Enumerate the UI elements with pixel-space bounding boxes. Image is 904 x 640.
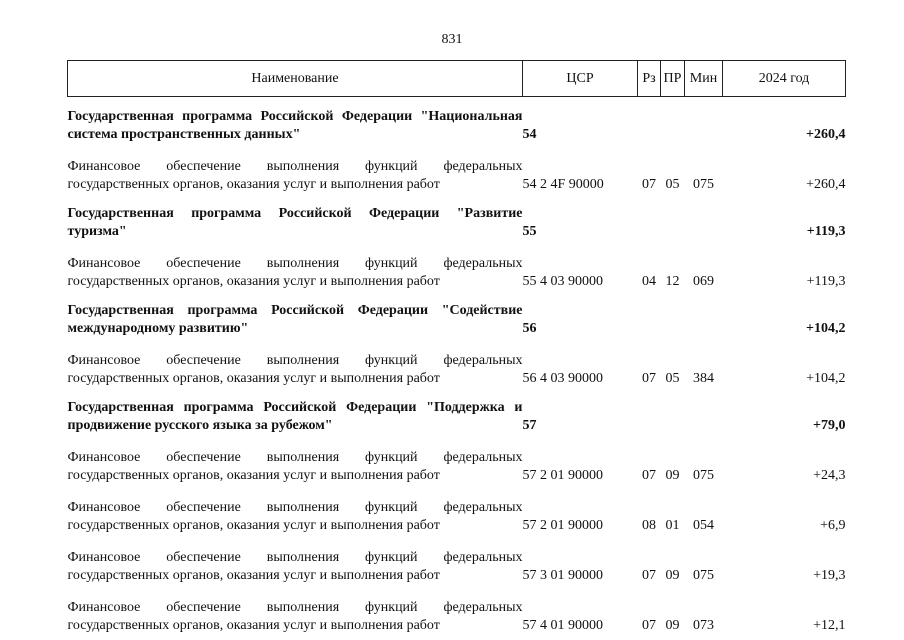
row-amount: +104,2 [806, 321, 846, 336]
row-pr [661, 291, 685, 338]
row-csr: 54 [522, 127, 537, 142]
row-rz [638, 291, 661, 338]
row-csr: 57 3 01 90000 [522, 568, 603, 583]
row-amount: +79,0 [813, 418, 846, 433]
table-row-program [68, 291, 846, 338]
table-row-item [68, 485, 846, 535]
row-csr: 57 2 01 90000 [522, 468, 603, 483]
row-min: 075 [693, 468, 714, 483]
row-amount: +119,3 [806, 224, 846, 239]
row-csr: 57 4 01 90000 [522, 618, 603, 633]
row-name: Финансовое обеспечение выполнения функций федеральных государственных органов, оказания услуг и выполнения работ [67, 550, 523, 583]
row-rz: 07 [642, 177, 656, 192]
row-rz: 04 [642, 274, 656, 289]
row-name: Финансовое обеспечение выполнения функций федеральных государственных органов, оказания услуг и выполнения работ [67, 353, 523, 386]
row-name: Финансовое обеспечение выполнения функций федеральных государственных органов, оказания услуг и выполнения работ [67, 600, 523, 633]
row-pr: 09 [665, 468, 680, 483]
row-rz [638, 194, 661, 241]
row-pr: 09 [665, 568, 680, 583]
row-pr: 12 [665, 274, 680, 289]
row-csr: 57 2 01 90000 [522, 518, 603, 533]
row-pr [661, 97, 685, 145]
row-min: 384 [693, 371, 714, 386]
row-name: Финансовое обеспечение выполнения функций федеральных государственных органов, оказания услуг и выполнения работ [67, 450, 523, 483]
row-name: Государственная программа Российской Федерации "Развитие туризма" [67, 206, 523, 239]
header-min: Мин [685, 61, 723, 97]
row-amount: +119,3 [806, 274, 846, 289]
row-name: Государственная программа Российской Федерации "Поддержка и продвижение русского языка за рубежом" [67, 400, 523, 433]
row-csr: 56 [522, 321, 537, 336]
row-pr: 09 [665, 618, 680, 633]
header-pr: ПР [661, 61, 685, 97]
header-csr: ЦСР [523, 61, 638, 97]
row-csr: 57 [522, 418, 537, 433]
row-pr [661, 194, 685, 241]
table-header-row [68, 61, 846, 97]
row-min [685, 291, 723, 338]
page-number: 831 [441, 32, 463, 47]
row-min: 075 [693, 568, 714, 583]
row-min: 054 [693, 518, 714, 533]
row-amount: +6,9 [820, 518, 846, 533]
header-name: Наименование [68, 61, 523, 97]
row-amount: +104,2 [806, 371, 846, 386]
table-row-item [68, 535, 846, 585]
row-name: Финансовое обеспечение выполнения функций федеральных государственных органов, оказания услуг и выполнения работ [67, 159, 523, 192]
budget-table [67, 60, 846, 635]
row-amount: +12,1 [813, 618, 846, 633]
header-rz: Рз [638, 61, 661, 97]
table-row-program [68, 97, 846, 145]
row-min [685, 388, 723, 435]
row-name: Государственная программа Российской Федерации "Содействие международному развитию" [67, 303, 523, 336]
table-row-program [68, 388, 846, 435]
row-rz: 07 [642, 468, 656, 483]
row-name: Финансовое обеспечение выполнения функций федеральных государственных органов, оказания услуг и выполнения работ [67, 256, 523, 289]
row-rz: 07 [642, 618, 656, 633]
header-year: 2024 год [723, 61, 846, 97]
row-amount: +24,3 [813, 468, 846, 483]
row-rz: 07 [642, 371, 656, 386]
row-rz: 08 [642, 518, 656, 533]
row-min: 073 [693, 618, 714, 633]
row-amount: +19,3 [813, 568, 846, 583]
table-row-item [68, 585, 846, 635]
row-csr: 55 4 03 90000 [522, 274, 603, 289]
row-name: Государственная программа Российской Федерации "Национальная система пространственных данных" [67, 109, 523, 142]
row-rz [638, 97, 661, 145]
row-pr: 05 [665, 371, 680, 386]
row-pr: 01 [665, 518, 680, 533]
table-row-item [68, 435, 846, 485]
row-pr: 05 [665, 177, 680, 192]
row-min [685, 194, 723, 241]
table-row-program [68, 194, 846, 241]
row-min: 075 [693, 177, 714, 192]
table-row-item [68, 338, 846, 388]
row-amount: +260,4 [806, 127, 846, 142]
row-min [685, 97, 723, 145]
table-row-item [68, 241, 846, 291]
row-rz: 07 [642, 568, 656, 583]
row-min: 069 [693, 274, 714, 289]
row-csr: 56 4 03 90000 [522, 371, 603, 386]
row-name: Финансовое обеспечение выполнения функций федеральных государственных органов, оказания услуг и выполнения работ [67, 500, 523, 533]
row-csr: 54 2 4F 90000 [522, 177, 604, 192]
table-row-item [68, 144, 846, 194]
row-csr: 55 [522, 224, 537, 239]
row-pr [661, 388, 685, 435]
row-rz [638, 388, 661, 435]
row-amount: +260,4 [806, 177, 846, 192]
